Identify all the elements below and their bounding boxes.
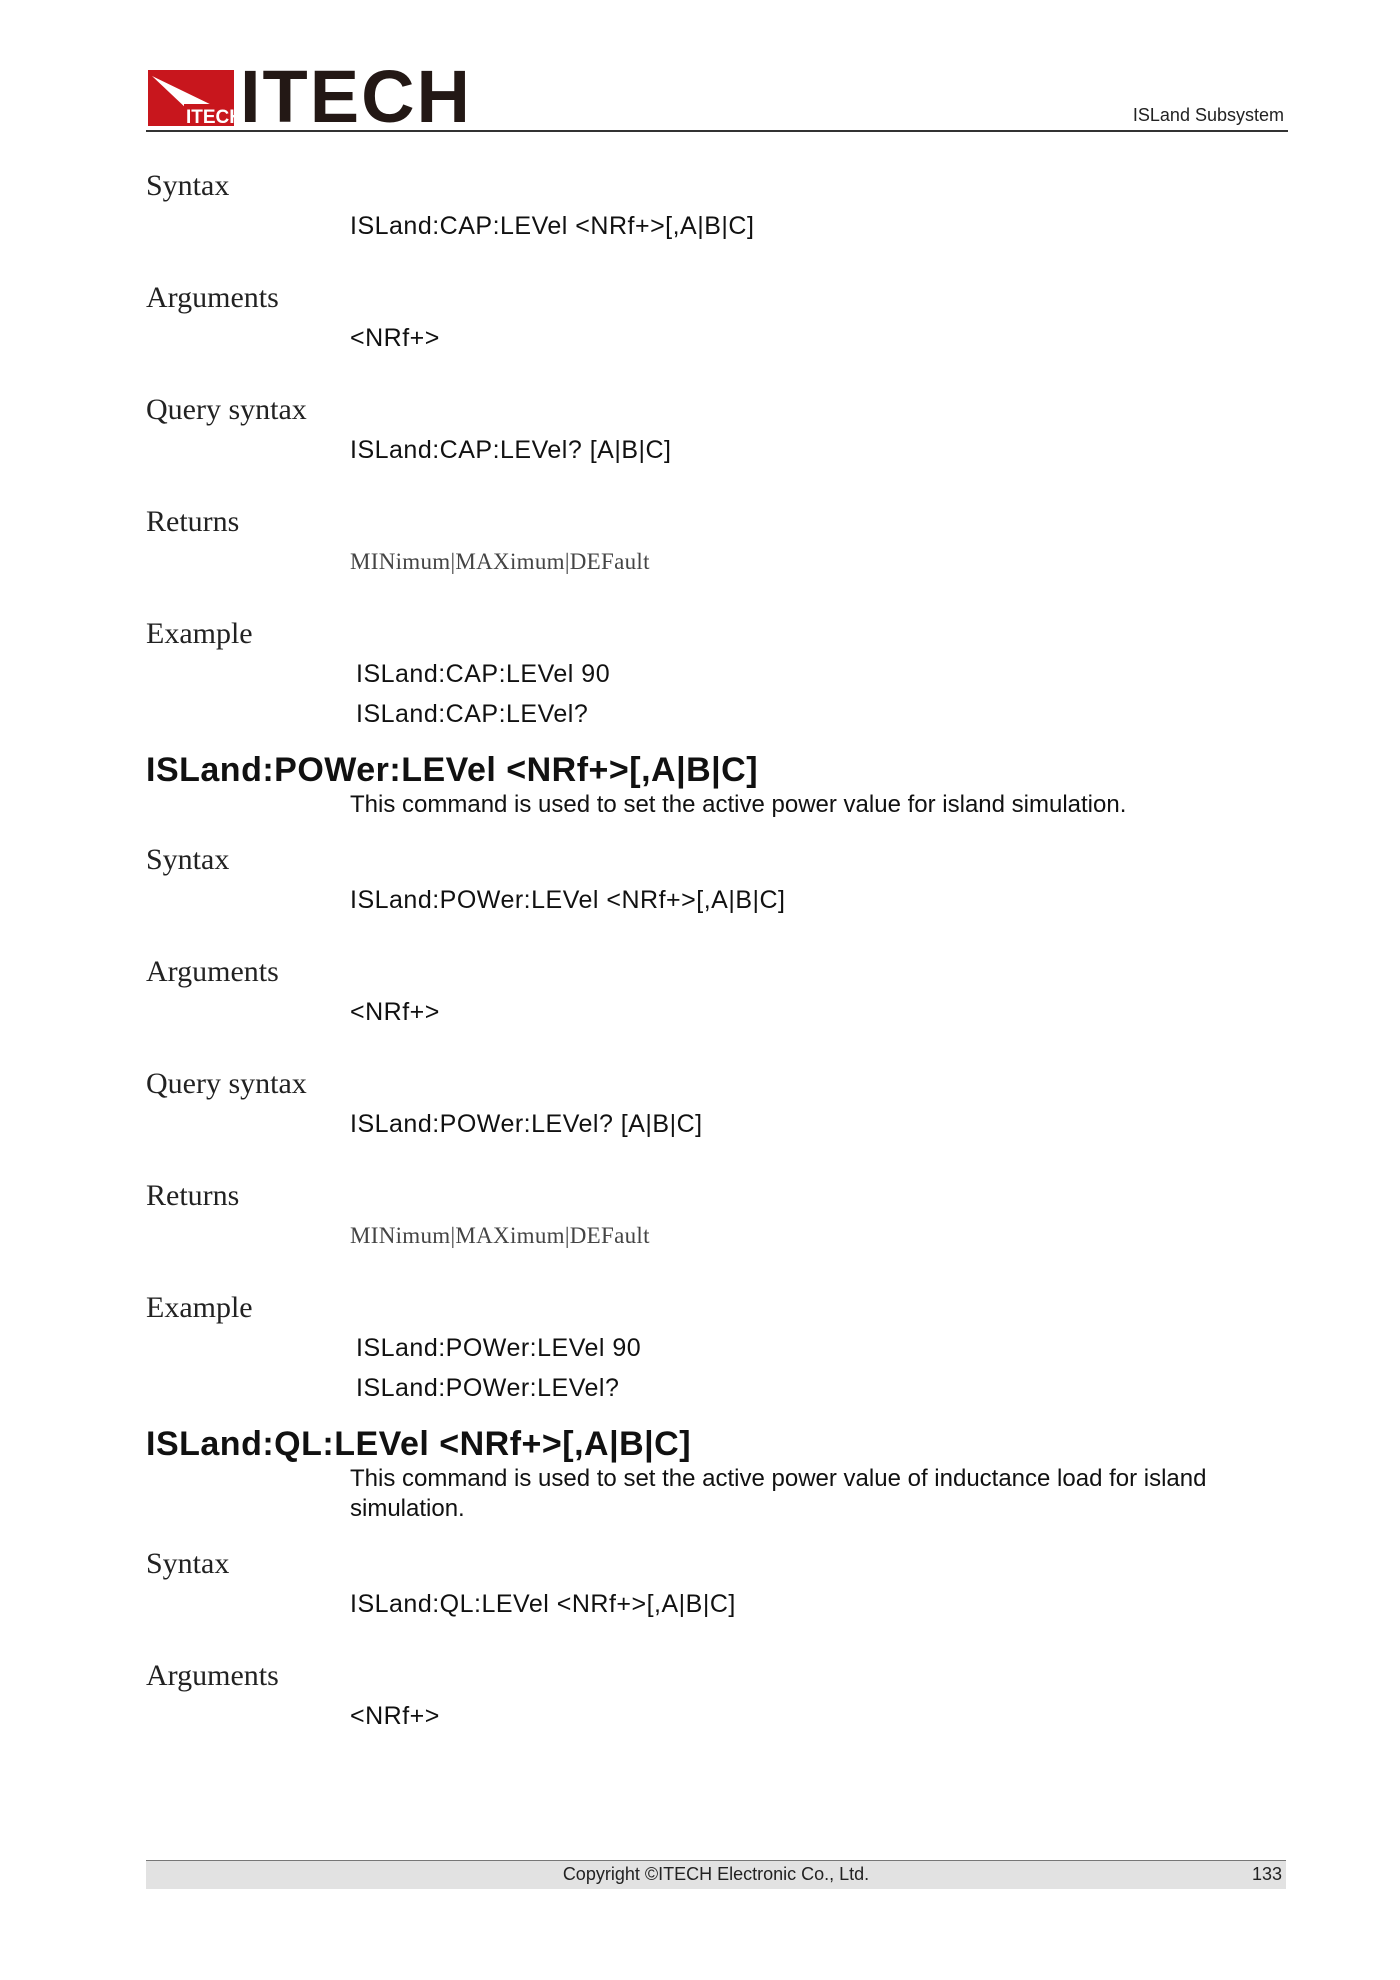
page-number: 133	[1251, 1864, 1282, 1884]
example-label: Example	[146, 1291, 253, 1324]
syntax-label: Syntax	[146, 843, 230, 876]
syntax-text: ISLand:QL:LEVel <NRf+>[,A|B|C]	[350, 1590, 736, 1618]
example-line-2: ISLand:CAP:LEVel?	[356, 700, 589, 728]
ql-command-title: ISLand:QL:LEVel <NRf+>[,A|B|C]	[146, 1425, 692, 1463]
syntax-text: ISLand:POWer:LEVel <NRf+>[,A|B|C]	[350, 886, 786, 914]
syntax-label: Syntax	[146, 1547, 230, 1580]
ql-syntax-section	[146, 1544, 1286, 1624]
ql-arguments-section	[146, 1656, 1286, 1736]
example-line-1: ISLand:POWer:LEVel 90	[356, 1334, 642, 1362]
query-syntax-text: ISLand:POWer:LEVel? [A|B|C]	[350, 1110, 703, 1138]
cap-arguments-section	[146, 278, 1286, 358]
power-arguments-section	[146, 952, 1286, 1032]
query-syntax-label: Query syntax	[146, 1067, 307, 1100]
power-query-section	[146, 1064, 1286, 1144]
arguments-label: Arguments	[146, 1659, 279, 1692]
page-content	[146, 166, 1286, 1736]
page-header	[146, 55, 1288, 138]
cap-syntax-section	[146, 166, 1286, 246]
itech-logo	[148, 55, 472, 138]
arguments-text: <NRf+>	[350, 998, 440, 1026]
example-label: Example	[146, 617, 253, 650]
query-syntax-text: ISLand:CAP:LEVel? [A|B|C]	[350, 436, 672, 464]
arguments-label: Arguments	[146, 955, 279, 988]
itech-logo-mark	[148, 70, 243, 128]
cap-example-section	[146, 614, 1286, 734]
power-command-title: ISLand:POWer:LEVel <NRf+>[,A|B|C]	[146, 751, 759, 789]
example-line-1: ISLand:CAP:LEVel 90	[356, 660, 611, 688]
cap-returns-section	[146, 502, 1286, 582]
returns-label: Returns	[146, 1179, 240, 1212]
arguments-text: <NRf+>	[350, 324, 440, 352]
power-command-description: This command is used to set the active power value for island simulation.	[350, 791, 1127, 818]
syntax-text: ISLand:CAP:LEVel <NRf+>[,A|B|C]	[350, 212, 755, 240]
returns-text: MINimum|MAXimum|DEFault	[350, 549, 650, 574]
syntax-label: Syntax	[146, 169, 230, 202]
cap-query-section	[146, 390, 1286, 470]
logo-mark-graphic	[148, 70, 243, 128]
example-line-2: ISLand:POWer:LEVel?	[356, 1374, 620, 1402]
power-example-section	[146, 1288, 1286, 1408]
returns-label: Returns	[146, 505, 240, 538]
power-returns-section	[146, 1176, 1286, 1256]
section-title: ISLand Subsystem	[1132, 105, 1284, 125]
power-syntax-section	[146, 840, 1286, 920]
logo-wordmark: ITECH	[240, 55, 472, 138]
page-footer	[146, 1860, 1286, 1889]
arguments-text: <NRf+>	[350, 1702, 440, 1730]
arguments-label: Arguments	[146, 281, 279, 314]
query-syntax-label: Query syntax	[146, 393, 307, 426]
logo-mark-text: ITECH	[186, 107, 243, 128]
returns-text: MINimum|MAXimum|DEFault	[350, 1223, 650, 1248]
ql-command-description: This command is used to set the active power value of inductance load for island simulation.	[350, 1465, 1207, 1522]
copyright-text: Copyright ©ITECH Electronic Co., Ltd.	[562, 1864, 870, 1884]
